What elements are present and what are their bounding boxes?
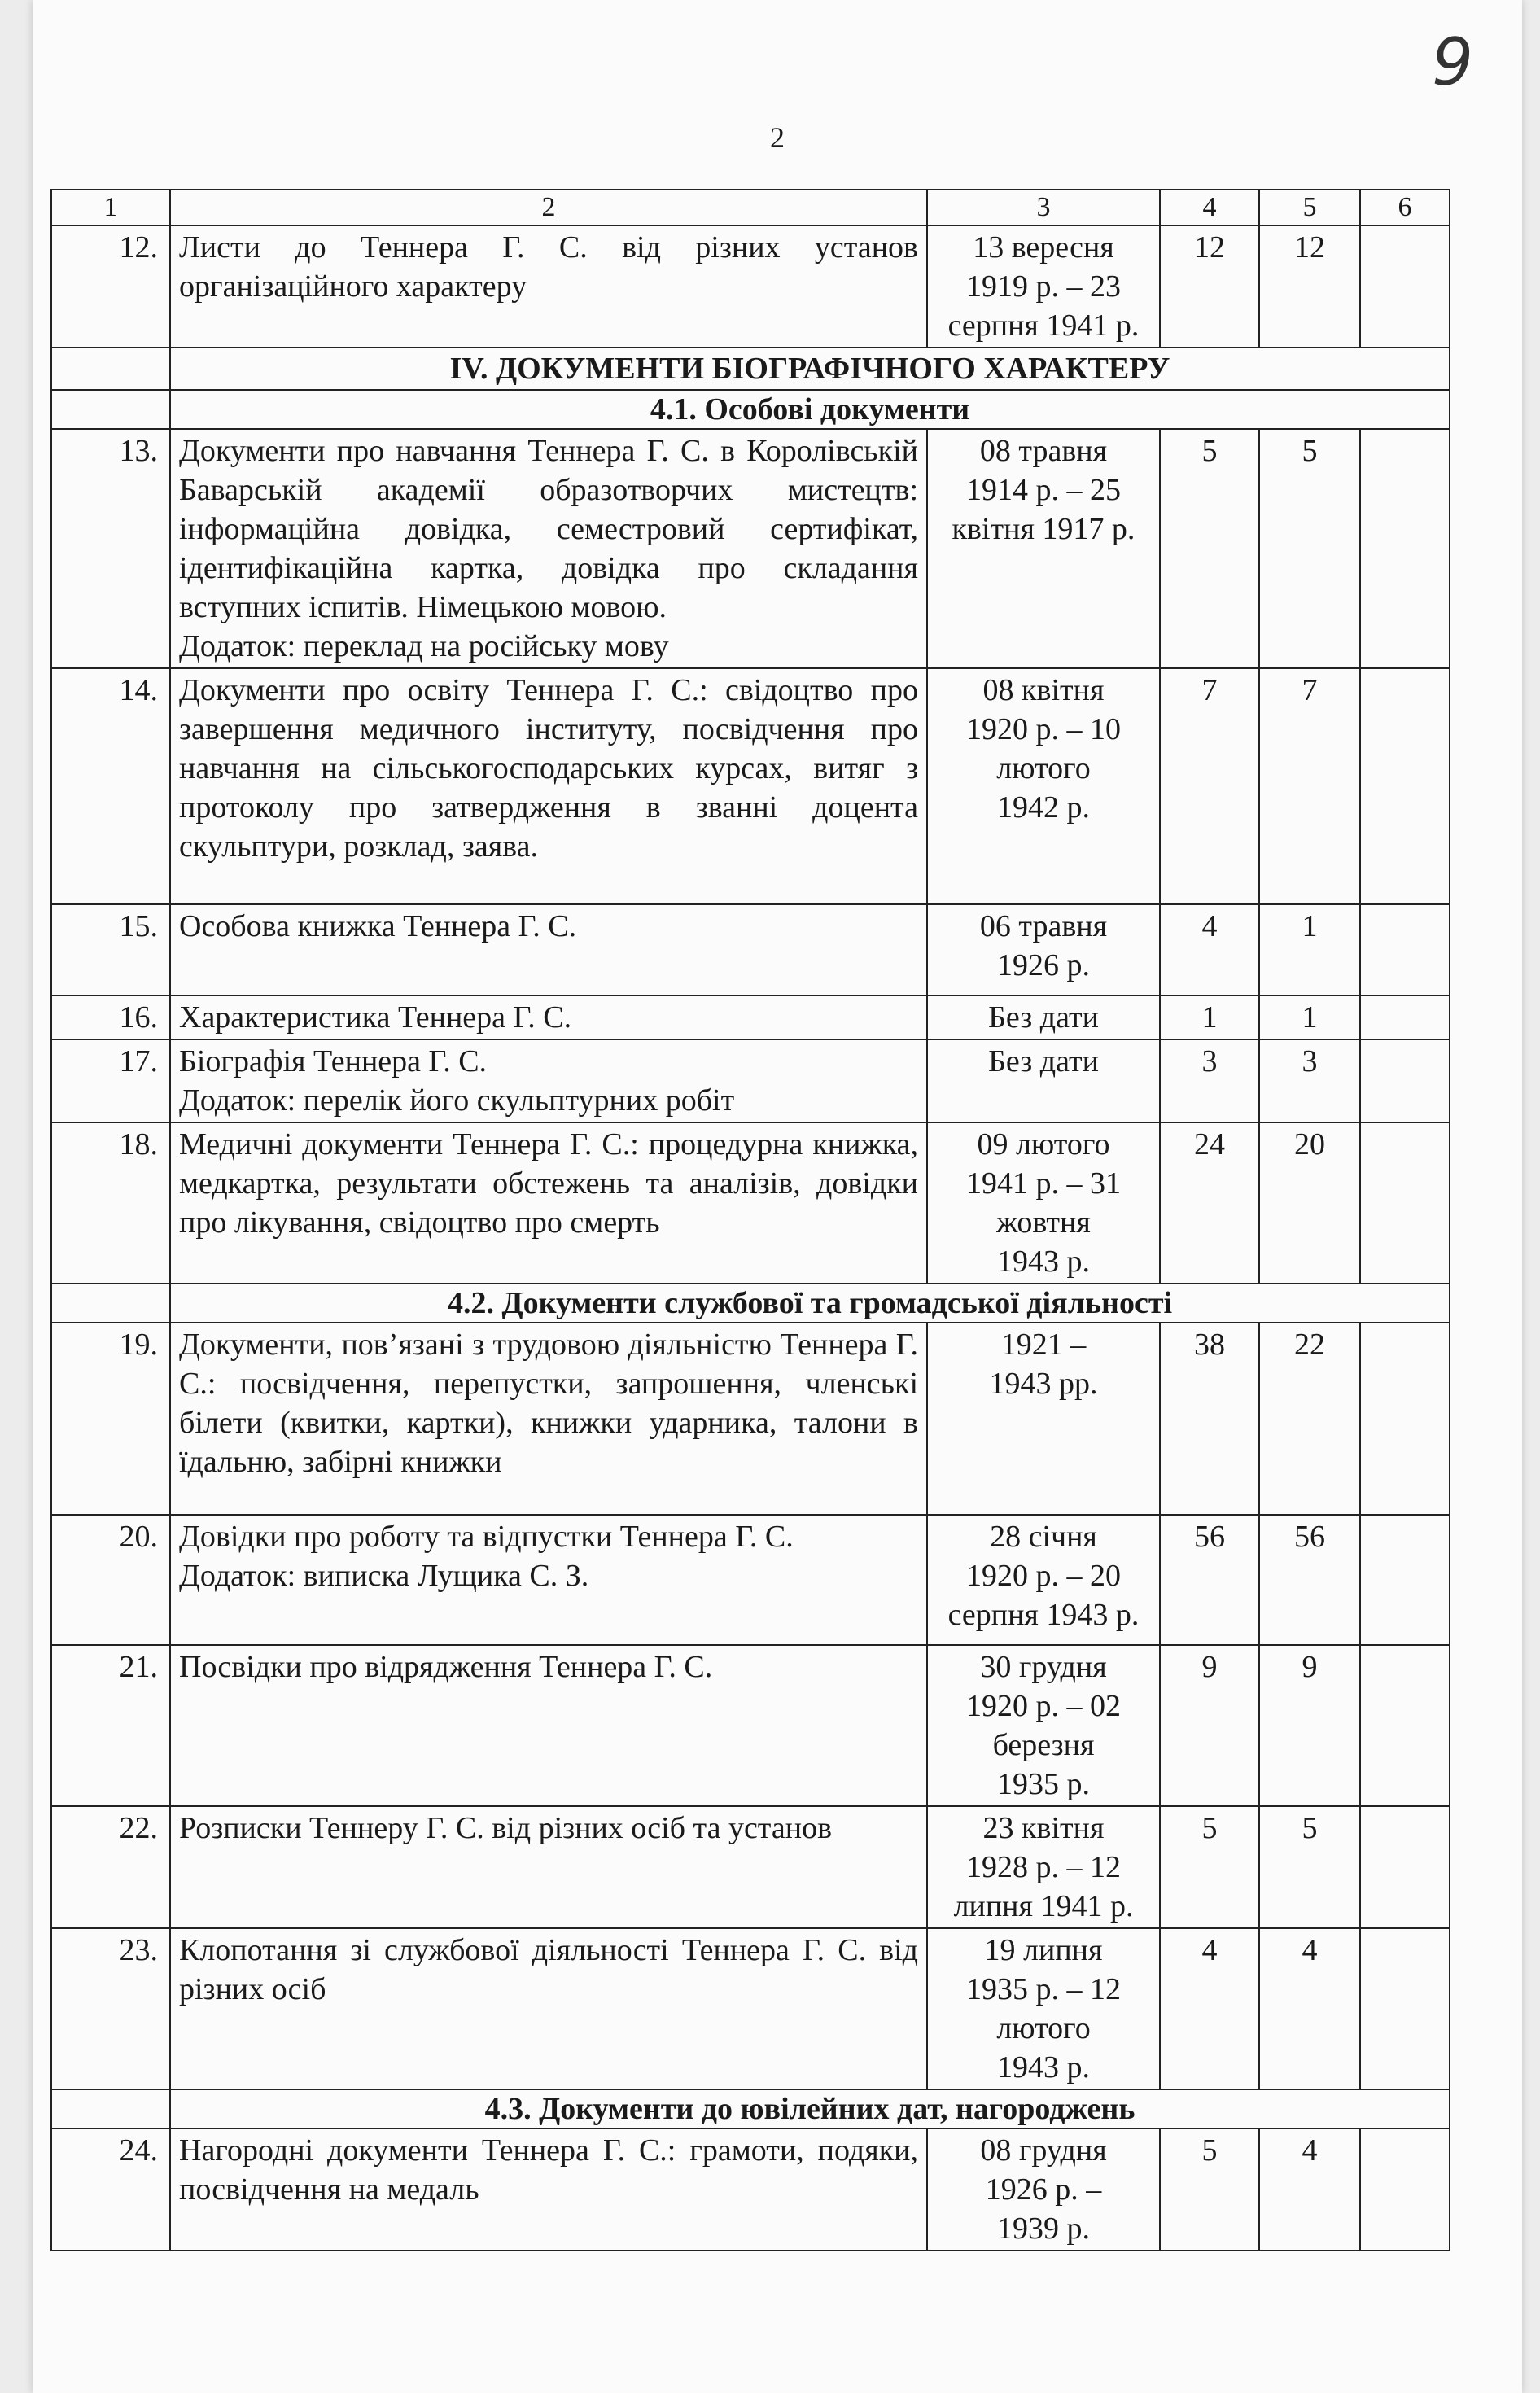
sheet-count-col5: 1 <box>1259 904 1360 995</box>
subsection-heading-row <box>51 2089 1450 2128</box>
item-title-line: Особова книжка Теннера Г. С. <box>179 909 577 943</box>
table-row <box>51 1515 1450 1645</box>
item-title <box>170 1323 927 1515</box>
item-title-line: Клопотання зі службової діяльності Теннера Г. С. від різних осіб <box>179 1933 918 2006</box>
column-header: 3 <box>927 190 1160 225</box>
item-date-line: 30 грудня <box>980 1650 1107 1684</box>
item-number: 13. <box>51 429 170 668</box>
item-title <box>170 904 927 995</box>
item-title-line: Листи до Теннера Г. С. від різних установ організаційного характеру <box>179 230 918 304</box>
item-date-line: 06 травня <box>979 909 1108 943</box>
sheet-count-col4: 3 <box>1160 1039 1259 1122</box>
notes-col6 <box>1360 1515 1450 1645</box>
sheet-count-col5: 5 <box>1259 429 1360 668</box>
table-row <box>51 1323 1450 1515</box>
item-dates <box>927 1039 1160 1122</box>
item-title-line: Документи про освіту Теннера Г. С.: свідоцтво про завершення медичного інституту, посвідчення про навчання на сільськогосподарських курсах, витяг з протоколу про затвердження в званні доцента скульптури, розклад, заява. <box>179 673 918 864</box>
notes-col6 <box>1360 904 1450 995</box>
item-date-line: 1926 р. <box>997 948 1090 982</box>
item-date-line: 1920 р. – 20 <box>966 1559 1121 1593</box>
item-number: 20. <box>51 1515 170 1645</box>
item-title <box>170 2128 927 2251</box>
item-date-line: серпня 1941 р. <box>947 308 1140 343</box>
item-number: 17. <box>51 1039 170 1122</box>
notes-col6 <box>1360 1039 1450 1122</box>
table-row <box>51 995 1450 1039</box>
sheet-count-col4: 5 <box>1160 2128 1259 2251</box>
item-number: 23. <box>51 1928 170 2089</box>
item-date-line: лютого <box>996 2011 1091 2045</box>
subsection-heading: 4.2. Документи службової та громадської діяльності <box>170 1284 1450 1323</box>
notes-col6 <box>1360 2128 1450 2251</box>
sheet-count-col5: 4 <box>1259 2128 1360 2251</box>
document-sheet <box>33 0 1522 2393</box>
column-header: 4 <box>1160 190 1259 225</box>
item-date-line: 1941 р. – 31 <box>966 1166 1121 1201</box>
sheet-count-col4: 56 <box>1160 1515 1259 1645</box>
item-date-line: Без дати <box>988 1044 1099 1078</box>
item-dates <box>927 1928 1160 2089</box>
item-dates <box>927 995 1160 1039</box>
section-heading: IV. ДОКУМЕНТИ БІОГРАФІЧНОГО ХАРАКТЕРУ <box>170 348 1450 390</box>
item-date-line: 1920 р. – 10 <box>966 712 1121 746</box>
item-title-line: Додаток: виписка Лущика С. З. <box>179 1559 589 1593</box>
column-header: 6 <box>1360 190 1450 225</box>
inventory-table <box>50 189 1450 2251</box>
sheet-count-col5: 22 <box>1259 1323 1360 1515</box>
sheet-count-col5: 3 <box>1259 1039 1360 1122</box>
item-title-line: Довідки про роботу та відпустки Теннера Г. С. <box>179 1520 794 1554</box>
sheet-count-col5: 56 <box>1259 1515 1360 1645</box>
notes-col6 <box>1360 1806 1450 1928</box>
sheet-count-col5: 7 <box>1259 668 1360 904</box>
sheet-count-col5: 4 <box>1259 1928 1360 2089</box>
notes-col6 <box>1360 1122 1450 1284</box>
item-date-line: 1935 р. – 12 <box>966 1972 1121 2006</box>
item-date-line: лютого <box>996 751 1091 785</box>
item-dates <box>927 429 1160 668</box>
column-header: 2 <box>170 190 927 225</box>
notes-col6 <box>1360 668 1450 904</box>
item-dates <box>927 1323 1160 1515</box>
item-number: 12. <box>51 225 170 348</box>
page-number: 2 <box>770 121 785 154</box>
item-date-line: 23 квітня <box>982 1811 1105 1845</box>
table-row <box>51 904 1450 995</box>
column-header: 5 <box>1259 190 1360 225</box>
item-title-line: Нагородні документи Теннера Г. С.: грамоти, подяки, посвідчення на медаль <box>179 2133 918 2207</box>
sheet-count-col5: 20 <box>1259 1122 1360 1284</box>
table-row <box>51 1039 1450 1122</box>
subsection-heading: 4.1. Особові документи <box>170 390 1450 429</box>
item-title-line: Додаток: перелік його скульптурних робіт <box>179 1083 735 1118</box>
item-dates <box>927 1122 1160 1284</box>
item-date-line: 1943 рр. <box>989 1367 1098 1401</box>
item-dates <box>927 1515 1160 1645</box>
table-row <box>51 2128 1450 2251</box>
sheet-count-col4: 38 <box>1160 1323 1259 1515</box>
sheet-count-col5: 5 <box>1259 1806 1360 1928</box>
item-number: 16. <box>51 995 170 1039</box>
item-number: 15. <box>51 904 170 995</box>
item-date-line: 09 лютого <box>977 1127 1110 1162</box>
item-date-line: 1926 р. – <box>985 2172 1102 2207</box>
sheet-count-col4: 4 <box>1160 904 1259 995</box>
item-title-line: Посвідки про відрядження Теннера Г. С. <box>179 1650 713 1684</box>
item-title <box>170 1928 927 2089</box>
section-heading-row <box>51 348 1450 390</box>
table-row <box>51 668 1450 904</box>
item-date-line: 28 січня <box>990 1520 1097 1554</box>
item-title <box>170 1515 927 1645</box>
item-date-line: 08 грудня <box>980 2133 1107 2168</box>
item-date-line: 1943 р. <box>997 2050 1090 2085</box>
item-number: 24. <box>51 2128 170 2251</box>
item-title <box>170 995 927 1039</box>
item-date-line: квітня 1917 р. <box>952 512 1135 546</box>
notes-col6 <box>1360 1928 1450 2089</box>
item-dates <box>927 1645 1160 1806</box>
item-dates <box>927 1806 1160 1928</box>
table-row <box>51 1806 1450 1928</box>
sheet-count-col4: 7 <box>1160 668 1259 904</box>
handwritten-page-number: 9 <box>1432 24 1473 100</box>
item-dates <box>927 904 1160 995</box>
sheet-count-col4: 9 <box>1160 1645 1259 1806</box>
item-dates <box>927 2128 1160 2251</box>
item-date-line: 1921 – <box>1000 1328 1087 1362</box>
item-title-line: Біографія Теннера Г. С. <box>179 1044 488 1078</box>
sheet-count-col4: 12 <box>1160 225 1259 348</box>
notes-col6 <box>1360 995 1450 1039</box>
item-dates <box>927 668 1160 904</box>
notes-col6 <box>1360 225 1450 348</box>
column-header: 1 <box>51 190 170 225</box>
item-date-line: 1943 р. <box>997 1245 1090 1279</box>
item-title <box>170 1122 927 1284</box>
sheet-count-col4: 5 <box>1160 1806 1259 1928</box>
item-title-line: Медичні документи Теннера Г. С.: процедурна книжка, медкартка, результати обстежень та аналізів, довідки про лікування, свідоцтво про смерть <box>179 1127 918 1240</box>
item-date-line: жовтня <box>996 1205 1091 1240</box>
item-date-line: 08 квітня <box>982 673 1105 707</box>
item-date-line: березня <box>992 1728 1095 1762</box>
sheet-count-col4: 4 <box>1160 1928 1259 2089</box>
item-number: 18. <box>51 1122 170 1284</box>
inventory-table-body <box>51 225 1450 2251</box>
item-date-line: 13 вересня <box>973 230 1114 265</box>
subsection-heading: 4.3. Документи до ювілейних дат, нагороджень <box>170 2089 1450 2128</box>
table-row <box>51 225 1450 348</box>
item-date-line: Без дати <box>988 1000 1099 1035</box>
item-title-line: Розписки Теннеру Г. С. від різних осіб та установ <box>179 1811 833 1845</box>
item-date-line: 1935 р. <box>997 1767 1090 1801</box>
item-title <box>170 429 927 668</box>
item-number: 14. <box>51 668 170 904</box>
item-number: 22. <box>51 1806 170 1928</box>
item-date-line: серпня 1943 р. <box>947 1598 1140 1632</box>
item-date-line: 1942 р. <box>997 790 1090 825</box>
table-row <box>51 1645 1450 1806</box>
item-date-line: 1920 р. – 02 <box>966 1689 1121 1723</box>
table-row <box>51 1122 1450 1284</box>
notes-col6 <box>1360 429 1450 668</box>
item-date-line: 19 липня <box>984 1933 1103 1967</box>
item-title-line: Документи, пов’язані з трудовою діяльністю Теннера Г. С.: посвідчення, перепустки, запрошення, членські білети (квитки, картки), книжки ударника, талони в їдальню, забірні книжки <box>179 1328 918 1479</box>
sheet-count-col4: 1 <box>1160 995 1259 1039</box>
sheet-count-col5: 12 <box>1259 225 1360 348</box>
item-title <box>170 1806 927 1928</box>
table-row <box>51 1928 1450 2089</box>
notes-col6 <box>1360 1645 1450 1806</box>
item-title-line: Характеристика Теннера Г. С. <box>179 1000 572 1035</box>
item-title-line: Додаток: переклад на російську мову <box>179 629 669 663</box>
item-title <box>170 225 927 348</box>
subsection-heading-row <box>51 390 1450 429</box>
item-title <box>170 1039 927 1122</box>
table-row <box>51 429 1450 668</box>
item-date-line: 08 травня <box>979 434 1108 468</box>
sheet-count-col4: 24 <box>1160 1122 1259 1284</box>
item-date-line: 1928 р. – 12 <box>966 1850 1121 1884</box>
sheet-count-col4: 5 <box>1160 429 1259 668</box>
item-dates <box>927 225 1160 348</box>
subsection-heading-row <box>51 1284 1450 1323</box>
sheet-count-col5: 9 <box>1259 1645 1360 1806</box>
item-title-line: Документи про навчання Теннера Г. С. в Королівській Баварській академії образотворчих мистецтв: інформаційна довідка, семестровий сертифікат, ідентифікаційна картка, довідка про складання вступних іспитів. Німецькою мовою. <box>179 434 918 624</box>
column-number-row <box>51 190 1450 225</box>
item-date-line: 1939 р. <box>997 2211 1090 2246</box>
item-number: 19. <box>51 1323 170 1515</box>
notes-col6 <box>1360 1323 1450 1515</box>
item-date-line: 1914 р. – 25 <box>966 473 1121 507</box>
item-number: 21. <box>51 1645 170 1806</box>
item-date-line: липня 1941 р. <box>953 1889 1134 1923</box>
item-title <box>170 1645 927 1806</box>
sheet-count-col5: 1 <box>1259 995 1360 1039</box>
item-date-line: 1919 р. – 23 <box>966 269 1121 304</box>
item-title <box>170 668 927 904</box>
